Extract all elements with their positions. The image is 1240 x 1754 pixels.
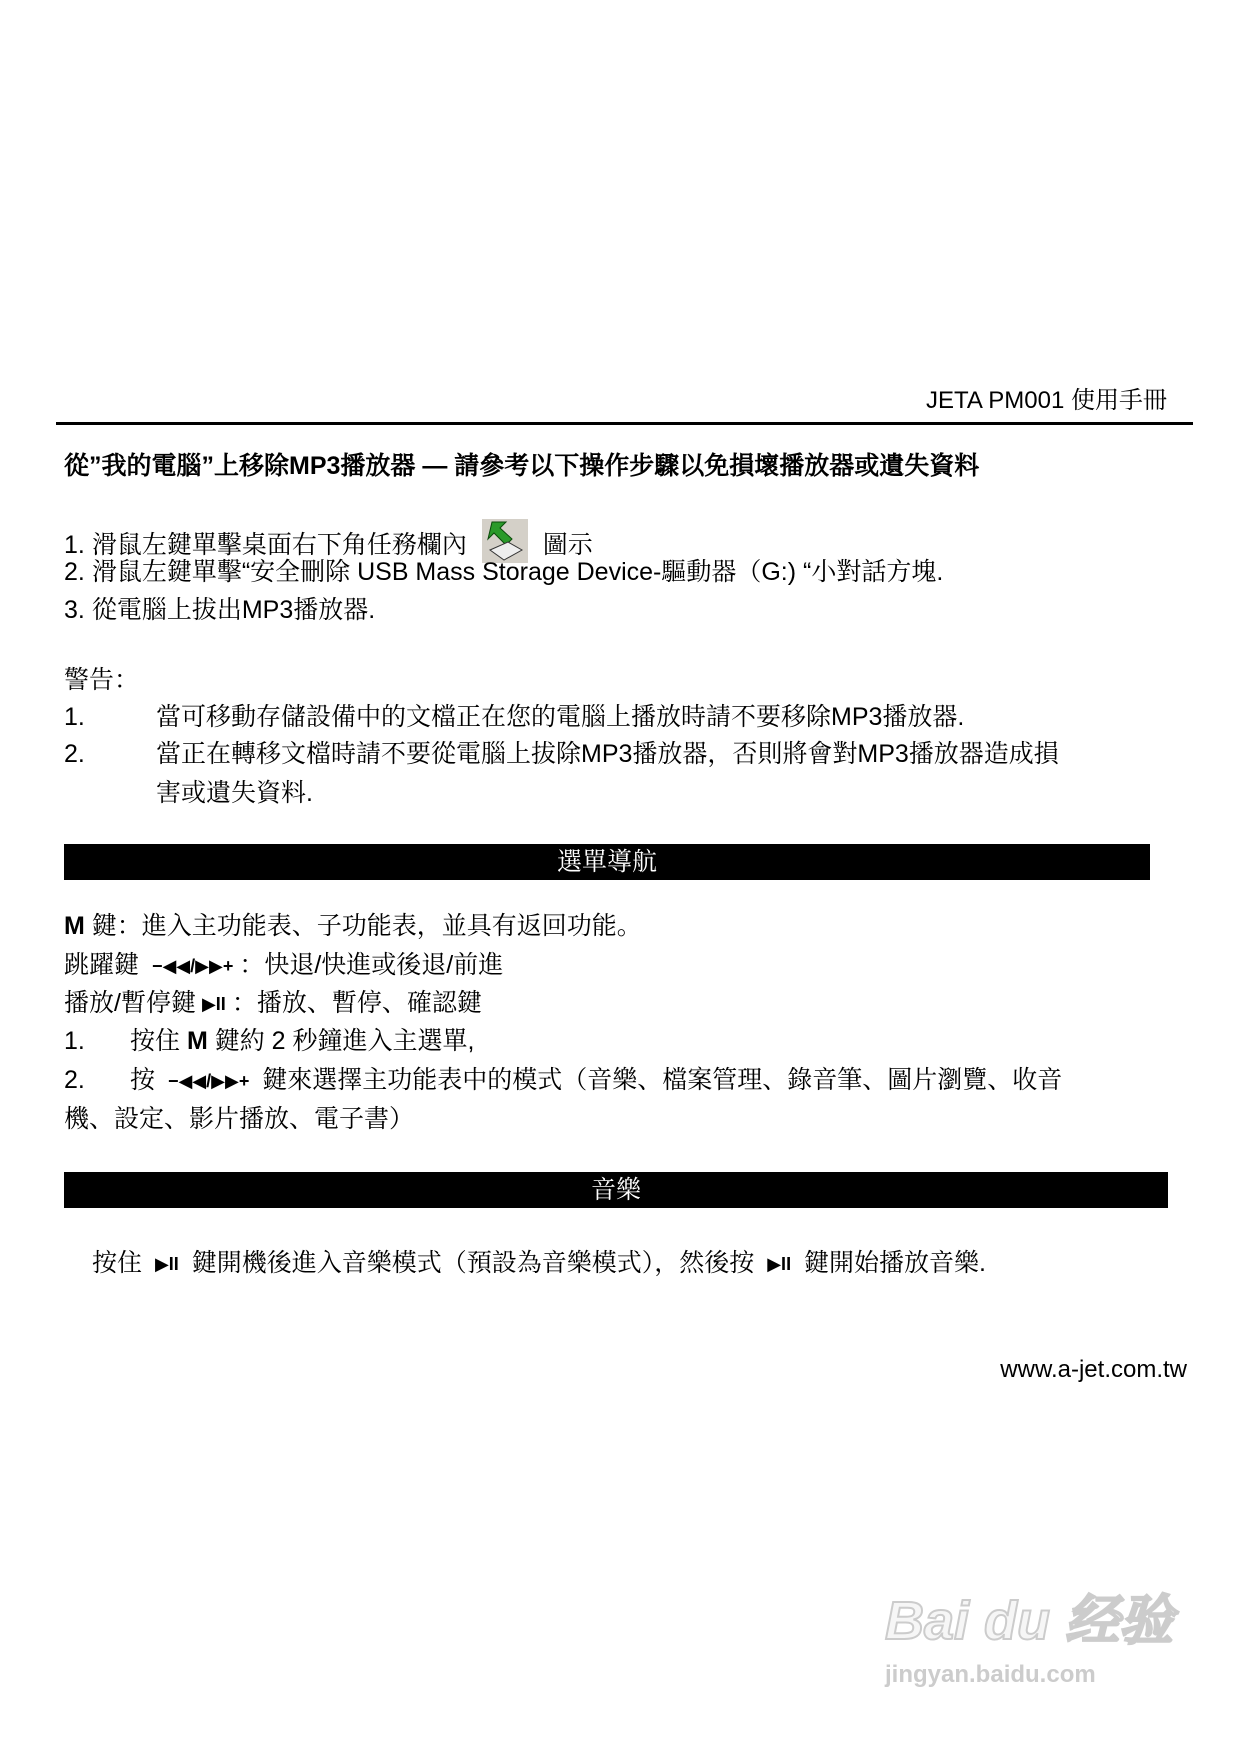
section-heading-menu-nav: 選單導航: [64, 844, 1150, 880]
m-key-desc: M 鍵：進入主功能表、子功能表，並具有返回功能。: [64, 912, 642, 940]
header-title: JETA PM001 使用手冊: [926, 387, 1167, 414]
section-title: 從”我的電腦”上移除MP3播放器 — 請參考以下操作步驟以免損壞播放器或遺失資料: [64, 452, 980, 480]
step-3: 3. 從電腦上拔出MP3播放器.: [64, 596, 376, 624]
section-heading-music: 音樂: [64, 1172, 1168, 1208]
nav-step-2: 2. 按 −◀◀/▶▶+ 鍵來選擇主功能表中的模式（音樂、檔案管理、錄音筆、圖片瀏覽、收音: [64, 1066, 1063, 1094]
step-2: 2. 滑鼠左鍵單擊“安全刪除 USB Mass Storage Device-驅動器（G:) “小對話方塊.: [64, 558, 944, 586]
warning-1: 1. 當可移動存儲設備中的文檔正在您的電腦上播放時請不要移除MP3播放器.: [64, 703, 965, 731]
step-1: 1. 滑鼠左鍵單擊桌面右下角任務欄內 圖示: [64, 519, 593, 563]
nav-step-2-cont: 機、設定、影片播放、電子書）: [64, 1105, 415, 1133]
header-rule: [56, 422, 1193, 425]
warning-2-cont: 害或遺失資料.: [156, 779, 313, 807]
skip-key-desc: 跳躍鍵 −◀◀/▶▶+ ：快退/快進或後退/前進: [64, 951, 504, 979]
play-pause-icon: ▶II: [154, 1254, 179, 1275]
play-pause-icon: ▶II: [201, 994, 226, 1015]
warning-label: 警告：: [64, 666, 140, 694]
nav-step-1: 1. 按住 M 鍵約 2 秒鐘進入主選單,: [64, 1027, 475, 1055]
music-desc: 按住 ▶II 鍵開機後進入音樂模式（預設為音樂模式），然後按 ▶II 鍵開始播放音樂.: [92, 1249, 986, 1277]
baidu-watermark: [885, 1590, 1173, 1690]
play-pause-icon: ▶II: [767, 1254, 792, 1275]
play-key-desc: 播放/暫停鍵 ▶II ：播放、暫停、確認鍵: [64, 989, 482, 1017]
watermark-brand: Bai du 经验: [885, 1591, 1174, 1651]
watermark-url: jingyan.baidu.com: [885, 1661, 1096, 1688]
warning-2: 2. 當正在轉移文檔時請不要從電腦上拔除MP3播放器，否則將會對MP3播放器造成損: [64, 740, 1059, 768]
skip-icon: −◀◀/▶▶+: [151, 956, 234, 977]
footer-url[interactable]: www.a-jet.com.tw: [1000, 1356, 1187, 1383]
skip-icon: −◀◀/▶▶+: [167, 1071, 250, 1092]
